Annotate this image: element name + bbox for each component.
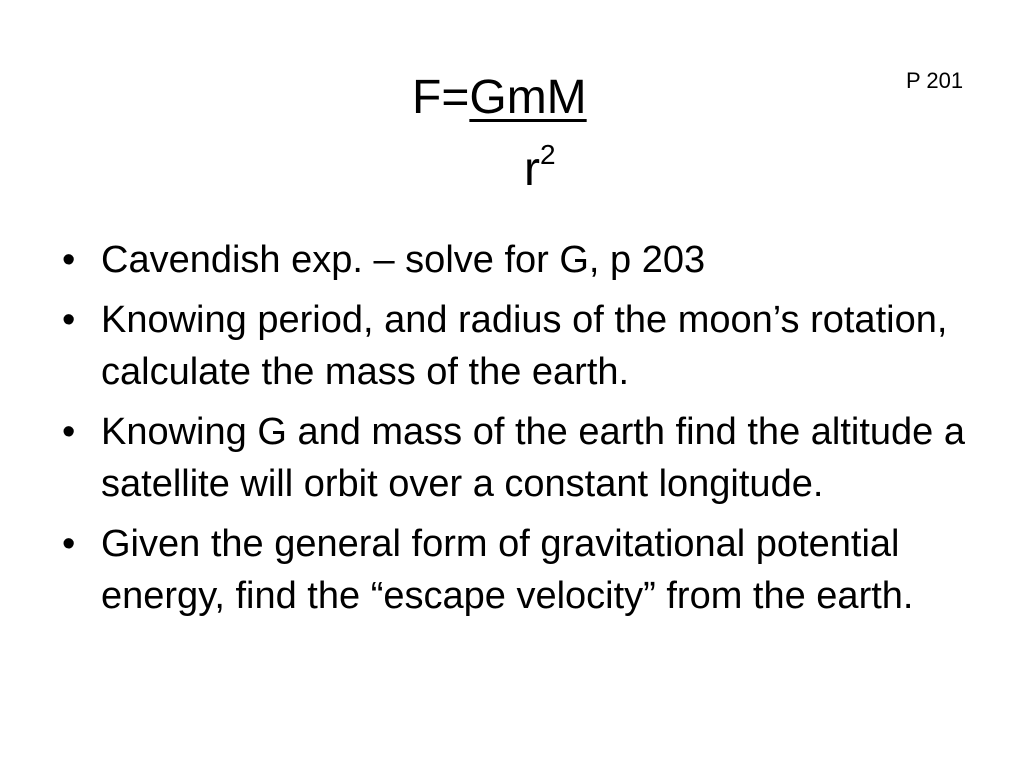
- bullet-text: Cavendish exp. – solve for G, p 203: [101, 239, 706, 281]
- bullet-text: Knowing period, and radius of the moon’s rotation, calculate the mass of the earth.: [101, 299, 948, 393]
- bullet-item: [56, 406, 986, 510]
- bullet-mark: •: [62, 411, 76, 453]
- bullet-text: Knowing G and mass of the earth find the altitude a satellite will orbit over a constant longitude.: [101, 411, 965, 505]
- bullet-text: Given the general form of gravitational potential energy, find the “escape velocity” from the earth.: [101, 523, 914, 617]
- formula-numerator-line: [412, 68, 587, 128]
- bullet-mark: •: [62, 523, 76, 565]
- bullet-item: [56, 294, 986, 398]
- formula-denominator: [524, 140, 556, 200]
- formula-denominator-base: r: [524, 143, 540, 196]
- bullet-list: [56, 234, 986, 630]
- bullet-mark: •: [62, 299, 76, 341]
- bullet-item: [56, 518, 986, 622]
- formula-denominator-exponent: 2: [539, 139, 556, 170]
- page-reference: P 201: [906, 68, 964, 93]
- formula-numerator: GmM: [469, 71, 587, 124]
- bullet-item: [56, 234, 986, 286]
- bullet-mark: •: [62, 239, 76, 281]
- formula-lhs: F=: [412, 71, 470, 124]
